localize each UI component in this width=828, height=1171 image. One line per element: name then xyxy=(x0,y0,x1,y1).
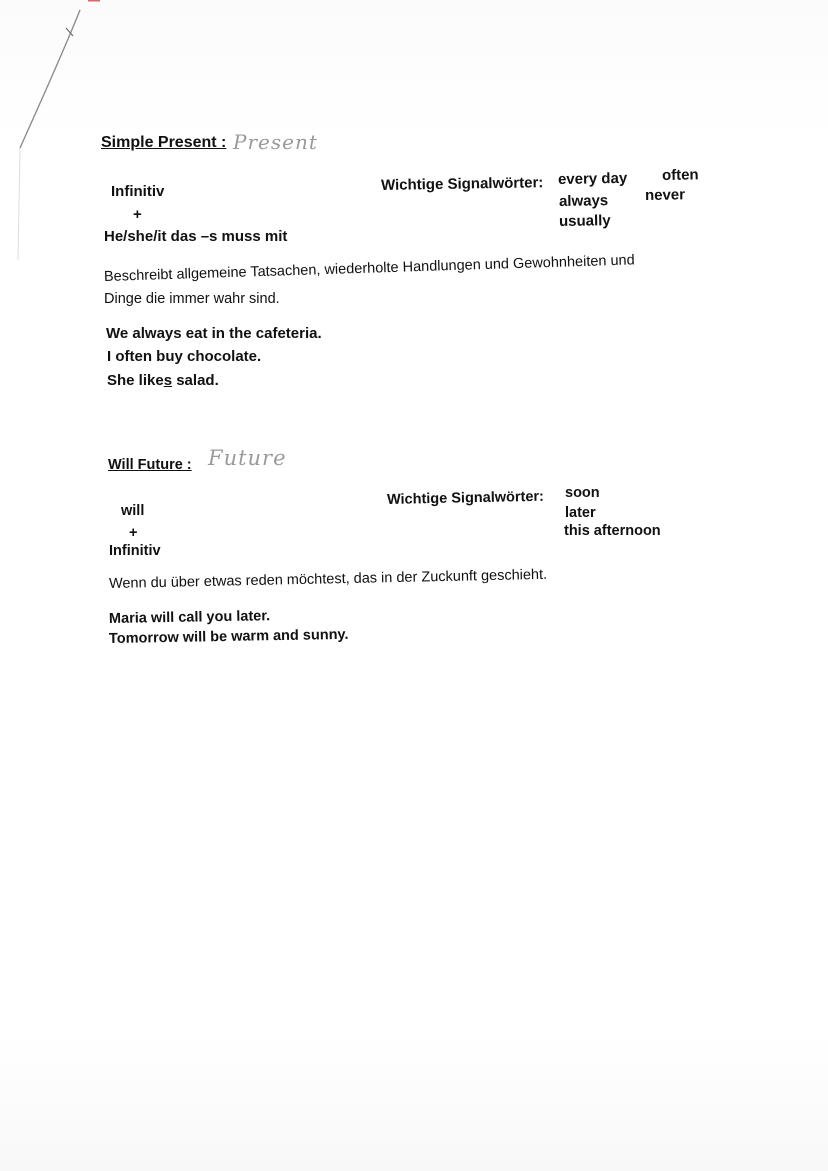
simple-present-example-1: We always eat in the cafeteria. xyxy=(106,325,322,342)
simple-present-signal-word-1: every day xyxy=(557,169,628,188)
example-3-underlined-s: s xyxy=(163,372,173,389)
simple-present-signal-word-3: always xyxy=(558,192,609,210)
will-future-heading: Will Future : xyxy=(108,457,192,473)
simple-present-description-line-2: Dinge die immer wahr sind. xyxy=(104,291,280,307)
simple-present-example-2: I often buy chocolate. xyxy=(107,348,262,365)
simple-present-signal-word-5: usually xyxy=(558,212,611,230)
simple-present-heading: Simple Present : xyxy=(101,134,227,151)
simple-present-example-3 xyxy=(107,372,219,390)
simple-present-signal-word-2: often xyxy=(661,166,699,184)
will-future-example-1: Maria will call you later. xyxy=(108,608,271,627)
simple-present-handwritten-note: Present xyxy=(233,130,318,154)
will-future-handwritten-note: Future xyxy=(208,446,287,470)
simple-present-signal-word-4: never xyxy=(644,186,686,204)
simple-present-formula-plus: + xyxy=(133,206,142,223)
will-future-formula-bottom: Infinitiv xyxy=(109,543,161,559)
example-3-before: She like xyxy=(107,372,164,389)
example-3-after: salad. xyxy=(172,372,219,389)
will-future-signal-word-1: soon xyxy=(565,485,600,501)
will-future-signal-word-2: later xyxy=(565,505,596,521)
simple-present-description-line-1: Beschreibt allgemeine Tatsachen, wiederholte Handlungen und Gewohnheiten und xyxy=(103,252,635,285)
will-future-formula-top: will xyxy=(121,503,145,519)
simple-present-formula-bottom: He/she/it das –s muss mit xyxy=(104,228,288,245)
will-future-signal-label: Wichtige Signalwörter: xyxy=(386,488,545,508)
will-future-formula-plus: + xyxy=(129,525,138,541)
simple-present-formula-top: Infinitiv xyxy=(111,183,165,200)
will-future-description: Wenn du über etwas reden möchtest, das in der Zuckunft geschieht. xyxy=(108,566,548,592)
will-future-example-2: Tomorrow will be warm and sunny. xyxy=(108,626,349,647)
simple-present-signal-label: Wichtige Signalwörter: xyxy=(380,174,544,194)
will-future-signal-word-3: this afternoon xyxy=(564,523,661,539)
